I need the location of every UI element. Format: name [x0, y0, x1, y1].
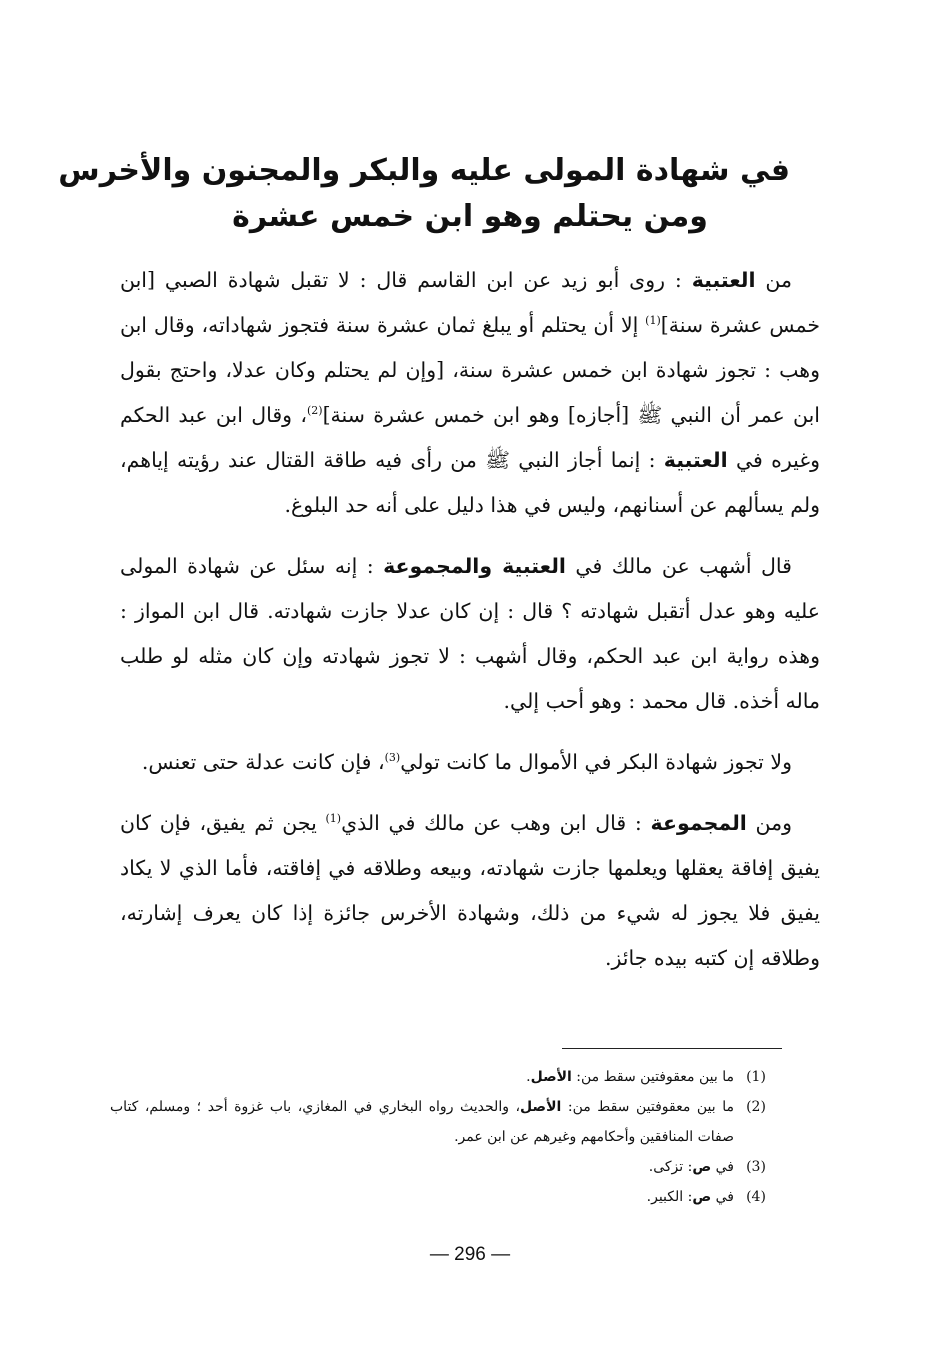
footnotes — [110, 1062, 778, 1212]
main-text — [120, 258, 820, 997]
footnote-text: في ص: تزكى. — [648, 1159, 734, 1175]
text-run: : إنه سئل عن شهادة المولى عليه وهو عدل أتقبل شهادته ؟ قال : إن كان عدلا جازت شهادته. قال ابن المواز : وهذه رواية ابن عبد الحكم، وقال أشهب : لا تجوز شهادته وإن كان مثله لو طلب ماله أخذه. قال محمد : وهو أحب إلي. — [120, 554, 820, 713]
page-number: — 296 — — [429, 1244, 511, 1265]
footnote-number: (1) — [746, 1069, 766, 1085]
footnote-text: ما بين معقوفتين سقط من: الأصل، والحديث رواه البخاري في المغازي، باب غزوة أحد ؛ ومسلم، كتاب صفات المنافقين وأحكامهم وغيرهم عن ابن عمر. — [110, 1099, 734, 1145]
text-run: ، فإن كانت عدلة حتى تعنس. — [141, 750, 385, 774]
text-run: يجن ثم يفيق، فإن كان يفيق إفاقة يعقلها ويعلمها جازت شهادته، وبيعه وطلاقه في إفاقته، فأما الذي لا يكاد يفيق فلا يجوز له شيء من ذلك، وشهادة الأخرس جائزة إذا كان يعرف إشارته، وطلاقه إن كتبه بيده جائز. — [120, 811, 820, 970]
text-run: : قال ابن وهب عن مالك في الذي — [341, 811, 651, 835]
bold-source: العتبية والمجموعة — [383, 554, 566, 578]
footnote-number: (4) — [746, 1189, 766, 1205]
text-run: من — [755, 268, 792, 292]
paragraph-3 — [120, 740, 820, 785]
title-line-2: ومن يحتلم وهو ابن خمس عشرة — [232, 199, 708, 234]
footnote-2 — [110, 1092, 778, 1152]
footnote-ref: (1) — [325, 812, 342, 826]
paragraph-1 — [120, 258, 820, 528]
bold-source: العتبية — [663, 448, 728, 472]
title-line-1: في شهادة المولى عليه والبكر والمجنون والأخرس — [58, 153, 790, 188]
footnote-4 — [110, 1182, 778, 1212]
footnote-number: (2) — [746, 1099, 766, 1115]
text-run: : إنما أجاز النبي ﷺ من رأى فيه طاقة القتال عند رؤيته إياهم، ولم يسألهم عن أسنانهم، وليس في هذا دليل على أنه حد البلوغ. — [120, 448, 820, 517]
paragraph-2 — [120, 544, 820, 724]
footnote-ref: (2) — [306, 404, 323, 418]
footnote-number: (3) — [746, 1159, 766, 1175]
footnote-text: في ص: الكبير. — [646, 1189, 734, 1205]
text-run: ، وقال ابن عبد الحكم وغيره في — [120, 403, 820, 472]
footnote-1 — [110, 1062, 778, 1092]
footnote-ref: (1) — [645, 314, 661, 328]
text-run: إلا أن يحتلم أو يبلغ ثمان عشرة سنة فتجوز شهاداته، وقال ابن وهب : تجوز شهادة ابن خمس عشرة سنة، [وإن لم يحتلم وكان عدلا، واحتج بقول ابن عمر أن النبي ﷺ [أجازه] وهو ابن خمس عشرة سنة] — [120, 313, 820, 427]
text-run: : روى أبو زيد عن ابن القاسم قال : لا تقبل شهادة الصبي [ابن خمس عشرة سنة] — [120, 268, 820, 337]
paragraph-4 — [120, 801, 820, 981]
bold-source: المجموعة — [650, 811, 747, 835]
text-run: ولا تجوز شهادة البكر في الأموال ما كانت تولي — [400, 750, 792, 774]
footnote-3 — [110, 1152, 778, 1182]
footnote-divider — [562, 1048, 782, 1049]
text-run: قال أشهب عن مالك في — [565, 554, 792, 578]
footnote-text: ما بين معقوفتين سقط من: الأصل. — [526, 1069, 734, 1085]
text-run: ومن — [746, 811, 792, 835]
bold-source: العتبية — [691, 268, 756, 292]
chapter-title — [58, 148, 790, 240]
footnote-ref: (3) — [384, 751, 401, 765]
